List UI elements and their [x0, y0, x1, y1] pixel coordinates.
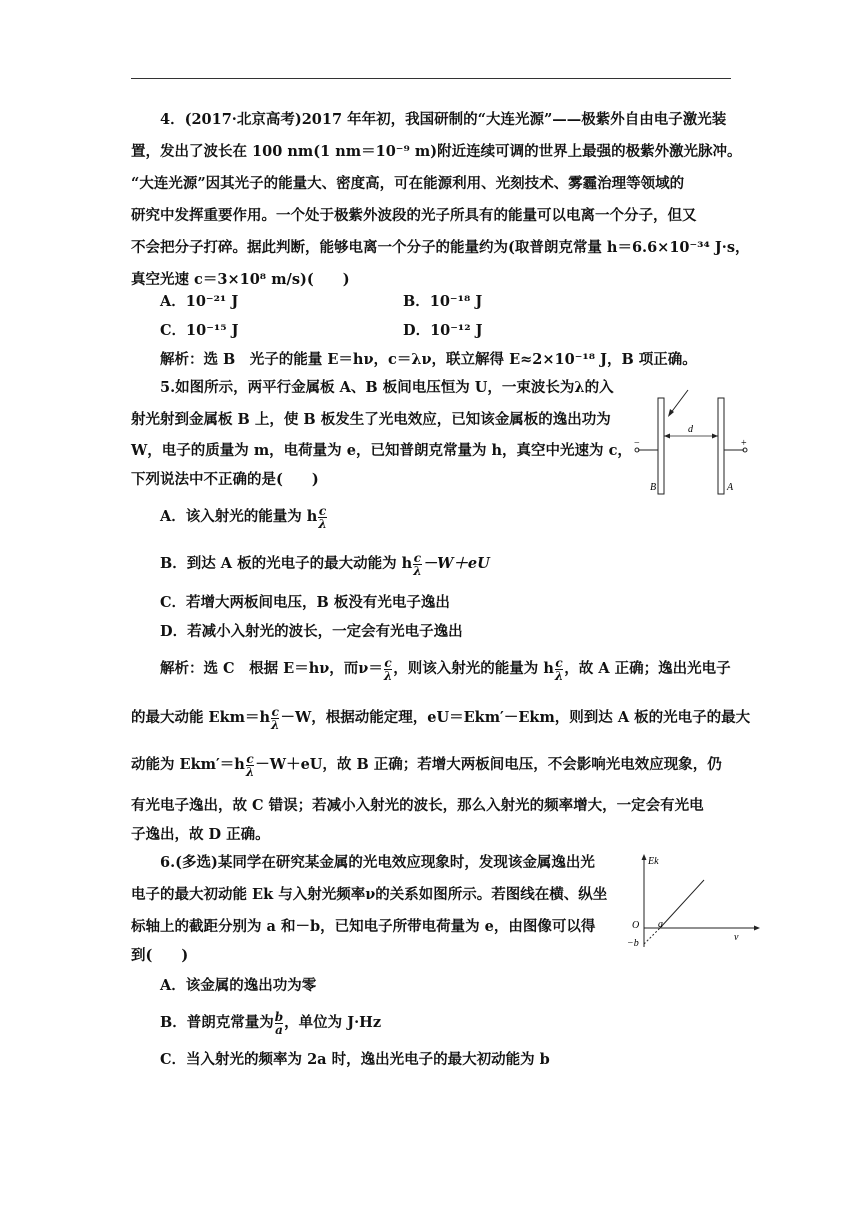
label-neg-b: −b: [627, 938, 639, 949]
q4-line-2: 置，发出了波长在 100 nm(1 nm＝10⁻⁹ m)附近连续可调的世界上最强的极紫外激光脉冲。: [131, 143, 742, 160]
q4-option-c: C．10⁻¹⁵ J: [160, 322, 239, 339]
q5-option-a: A．该入射光的能量为 h $\frac{c}{\lambda}$: [160, 503, 327, 531]
label-minus: −: [634, 438, 640, 449]
q4-line-3: “大连光源”因其光子的能量大、密度高，可在能源利用、光刻技术、雾霾治理等领域的: [131, 175, 685, 192]
q5-analysis-line-3: 动能为 Ekm′＝h $\frac{c}{\lambda}$ －W＋eU，故 B 正确；若增大两板间电压，不会影响光电效应现象，仍: [131, 751, 722, 779]
q6-option-c: C．当入射光的频率为 2a 时，逸出光电子的最大初动能为 b: [160, 1051, 550, 1068]
label-ek: Ek: [648, 856, 659, 867]
fraction-c-over-lambda: $\frac{c}{\lambda}$: [318, 503, 327, 531]
q4-option-d: D．10⁻¹² J: [403, 322, 483, 339]
q5-analysis-line-1: 解析：选 C 根据 E＝hν，而ν＝ $\frac{c}{\lambda}$ ，则该入射光的能量为 h $\frac{c}{\lambda}$ ，故 A 正确；逸出光电子: [160, 655, 731, 683]
q4-line-6: 真空光速 c＝3×10⁸ m/s)( ): [131, 271, 350, 288]
q4-option-a: A．10⁻²¹ J: [160, 293, 239, 310]
q5-analysis-line-5: 子逸出，故 D 正确。: [131, 826, 270, 843]
q5-option-d: D．若减小入射光的波长，一定会有光电子逸出: [160, 623, 463, 640]
q5-plate-figure: [632, 388, 762, 500]
q4-line-4: 研究中发挥重要作用。一个处于极紫外波段的光子所具有的能量可以电离一个分子，但又: [131, 207, 697, 224]
q6-line-4: 到( ): [131, 947, 189, 964]
q6-option-b: B．普朗克常量为 $\frac{b}{a}$ ，单位为 J·Hz: [160, 1009, 382, 1037]
q4-line-5: 不会把分子打碎。据此判断，能够电离一个分子的能量约为(取普朗克常量 h＝6.6×10⁻³⁴ J·s，: [131, 239, 750, 256]
q4-analysis: 解析：选 B 光子的能量 E＝hν，c＝λν，联立解得 E≈2×10⁻¹⁸ J，B 项正确。: [160, 351, 697, 368]
label-a: a: [658, 919, 663, 930]
label-d: d: [688, 424, 693, 435]
incident-light-ray: [670, 390, 688, 414]
ek-line-extension: [644, 928, 660, 944]
q5-line-2: 射光射到金属板 B 上，使 B 板发生了光电效应，已知该金属板的逸出功为: [131, 411, 611, 428]
q5-line-4: 下列说法中不正确的是( ): [131, 471, 319, 488]
q4-line-1: 4．(2017·北京高考)2017 年年初，我国研制的“大连光源”——极紫外自由电子激光装: [160, 111, 727, 128]
ek-line: [660, 880, 704, 928]
plate-b: [658, 398, 664, 494]
q5-analysis-line-2: 的最大动能 Ekm＝h $\frac{c}{\lambda}$ －W，根据动能定理，eU＝Ekm′－Ekm，则到达 A 板的光电子的最大: [131, 704, 751, 732]
plate-a: [718, 398, 724, 494]
label-plus: +: [741, 438, 747, 449]
q6-ek-graph: [622, 852, 762, 952]
q5-option-c: C．若增大两板间电压，B 板没有光电子逸出: [160, 594, 450, 611]
q4-option-b: B．10⁻¹⁸ J: [403, 293, 483, 310]
q6-line-3: 标轴上的截距分别为 a 和－b，已知电子所带电荷量为 e，由图像可以得: [131, 918, 596, 935]
q5-analysis-line-4: 有光电子逸出，故 C 错误；若减小入射光的波长，那么入射光的频率增大，一定会有光电: [131, 797, 704, 814]
label-a: A: [727, 482, 734, 493]
q6-line-1: 6.(多选)某同学在研究某金属的光电效应现象时，发现该金属逸出光: [160, 854, 595, 871]
q5-option-b: B．到达 A 板的光电子的最大动能为 h $\frac{c}{\lambda}$ －W＋eU: [160, 550, 490, 578]
label-nu: ν: [734, 932, 739, 943]
q6-option-a: A．该金属的逸出功为零: [160, 977, 317, 994]
header-rule: [131, 78, 731, 79]
q5-line-1: 5.如图所示，两平行金属板 A、B 板间电压恒为 U，一束波长为λ的入: [160, 379, 614, 396]
label-b: B: [650, 482, 657, 493]
q6-line-2: 电子的最大初动能 Ek 与入射光频率ν的关系如图所示。若图线在横、纵坐: [131, 886, 608, 903]
q5-line-3: W，电子的质量为 m，电荷量为 e，已知普朗克常量为 h，真空中光速为 c，: [131, 442, 632, 459]
label-origin: O: [632, 920, 640, 931]
